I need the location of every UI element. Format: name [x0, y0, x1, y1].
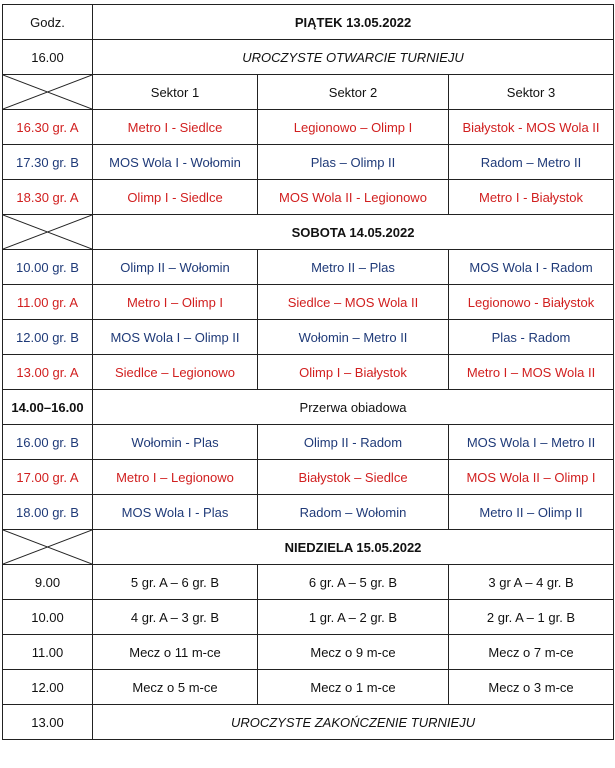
match-cell-sector-3: Metro I – MOS Wola II	[449, 355, 614, 390]
match-cell-sector-3: Radom – Metro II	[449, 145, 614, 180]
match-row	[3, 600, 614, 635]
match-cell-sector-1: Olimp II – Wołomin	[93, 250, 258, 285]
time-cell: 13.00 gr. A	[3, 355, 93, 390]
match-cell-sector-1: MOS Wola I - Wołomin	[93, 145, 258, 180]
time-cell: 11.00	[3, 635, 93, 670]
match-cell-sector-2: MOS Wola II - Legionowo	[258, 180, 449, 215]
match-cell-sector-2: Metro II – Plas	[258, 250, 449, 285]
time-cell: 11.00 gr. A	[3, 285, 93, 320]
lunch-break-row	[3, 390, 614, 425]
match-cell-sector-1: Wołomin - Plas	[93, 425, 258, 460]
match-cell-sector-1: Metro I - Siedlce	[93, 110, 258, 145]
match-cell-sector-2: Wołomin – Metro II	[258, 320, 449, 355]
match-row	[3, 670, 614, 705]
match-cell-sector-1: MOS Wola I – Olimp II	[93, 320, 258, 355]
sector-header-row	[3, 75, 614, 110]
match-cell-sector-2: Mecz o 9 m-ce	[258, 635, 449, 670]
sector-1-header: Sektor 1	[93, 75, 258, 110]
match-cell-sector-2: Olimp II - Radom	[258, 425, 449, 460]
time-cell: 13.00	[3, 705, 93, 740]
match-cell-sector-1: Mecz o 11 m-ce	[93, 635, 258, 670]
match-cell-sector-3: Mecz o 3 m-ce	[449, 670, 614, 705]
time-cell: 12.00	[3, 670, 93, 705]
sector-3-header: Sektor 3	[449, 75, 614, 110]
day-heading-saturday-row	[3, 215, 614, 250]
match-cell-sector-2: Radom – Wołomin	[258, 495, 449, 530]
match-cell-sector-1: Olimp I - Siedlce	[93, 180, 258, 215]
time-cell: 16.00	[3, 40, 93, 75]
match-cell-sector-3: 2 gr. A – 1 gr. B	[449, 600, 614, 635]
match-row	[3, 460, 614, 495]
match-cell-sector-1: 4 gr. A – 3 gr. B	[93, 600, 258, 635]
closing-ceremony: UROCZYSTE ZAKOŃCZENIE TURNIEJU	[93, 705, 614, 740]
lunch-break: Przerwa obiadowa	[93, 390, 614, 425]
match-cell-sector-3: MOS Wola I – Metro II	[449, 425, 614, 460]
time-cell: 18.30 gr. A	[3, 180, 93, 215]
match-row	[3, 285, 614, 320]
time-cell: 10.00	[3, 600, 93, 635]
schedule-table	[2, 4, 614, 740]
match-cell-sector-1: Metro I – Olimp I	[93, 285, 258, 320]
opening-row	[3, 40, 614, 75]
match-row	[3, 495, 614, 530]
opening-ceremony: UROCZYSTE OTWARCIE TURNIEJU	[93, 40, 614, 75]
match-cell-sector-3: 3 gr A – 4 gr. B	[449, 565, 614, 600]
match-row	[3, 635, 614, 670]
time-cell: 18.00 gr. B	[3, 495, 93, 530]
match-row	[3, 250, 614, 285]
match-row	[3, 320, 614, 355]
match-row	[3, 180, 614, 215]
time-cell: 17.30 gr. B	[3, 145, 93, 180]
closing-ceremony-row	[3, 705, 614, 740]
time-cell: 17.00 gr. A	[3, 460, 93, 495]
time-column-header: Godz.	[3, 5, 93, 40]
crossed-cell	[3, 530, 93, 565]
match-cell-sector-2: Białystok – Siedlce	[258, 460, 449, 495]
time-cell: 16.30 gr. A	[3, 110, 93, 145]
match-cell-sector-3: Legionowo - Białystok	[449, 285, 614, 320]
match-row	[3, 565, 614, 600]
match-cell-sector-1: Mecz o 5 m-ce	[93, 670, 258, 705]
match-cell-sector-3: Mecz o 7 m-ce	[449, 635, 614, 670]
match-row	[3, 110, 614, 145]
match-cell-sector-2: Mecz o 1 m-ce	[258, 670, 449, 705]
match-cell-sector-3: Białystok - MOS Wola II	[449, 110, 614, 145]
day-heading-saturday: SOBOTA 14.05.2022	[93, 215, 614, 250]
match-cell-sector-2: Olimp I – Białystok	[258, 355, 449, 390]
match-cell-sector-3: MOS Wola II – Olimp I	[449, 460, 614, 495]
match-cell-sector-3: Plas - Radom	[449, 320, 614, 355]
match-row	[3, 145, 614, 180]
day-heading-sunday-row	[3, 530, 614, 565]
crossed-cell	[3, 75, 93, 110]
match-cell-sector-3: Metro II – Olimp II	[449, 495, 614, 530]
match-cell-sector-2: Plas – Olimp II	[258, 145, 449, 180]
match-cell-sector-1: 5 gr. A – 6 gr. B	[93, 565, 258, 600]
match-cell-sector-2: Legionowo – Olimp I	[258, 110, 449, 145]
match-cell-sector-1: Siedlce – Legionowo	[93, 355, 258, 390]
match-cell-sector-1: MOS Wola I - Plas	[93, 495, 258, 530]
crossed-cell	[3, 215, 93, 250]
match-cell-sector-2: Siedlce – MOS Wola II	[258, 285, 449, 320]
time-cell: 14.00–16.00	[3, 390, 93, 425]
header-row	[3, 5, 614, 40]
match-cell-sector-3: MOS Wola I - Radom	[449, 250, 614, 285]
match-cell-sector-1: Metro I – Legionowo	[93, 460, 258, 495]
match-cell-sector-2: 1 gr. A – 2 gr. B	[258, 600, 449, 635]
match-row	[3, 355, 614, 390]
match-cell-sector-3: Metro I - Białystok	[449, 180, 614, 215]
time-cell: 9.00	[3, 565, 93, 600]
match-cell-sector-2: 6 gr. A – 5 gr. B	[258, 565, 449, 600]
sector-2-header: Sektor 2	[258, 75, 449, 110]
time-cell: 16.00 gr. B	[3, 425, 93, 460]
day-heading-sunday: NIEDZIELA 15.05.2022	[93, 530, 614, 565]
time-cell: 12.00 gr. B	[3, 320, 93, 355]
match-row	[3, 425, 614, 460]
day-heading-friday: PIĄTEK 13.05.2022	[93, 5, 614, 40]
time-cell: 10.00 gr. B	[3, 250, 93, 285]
